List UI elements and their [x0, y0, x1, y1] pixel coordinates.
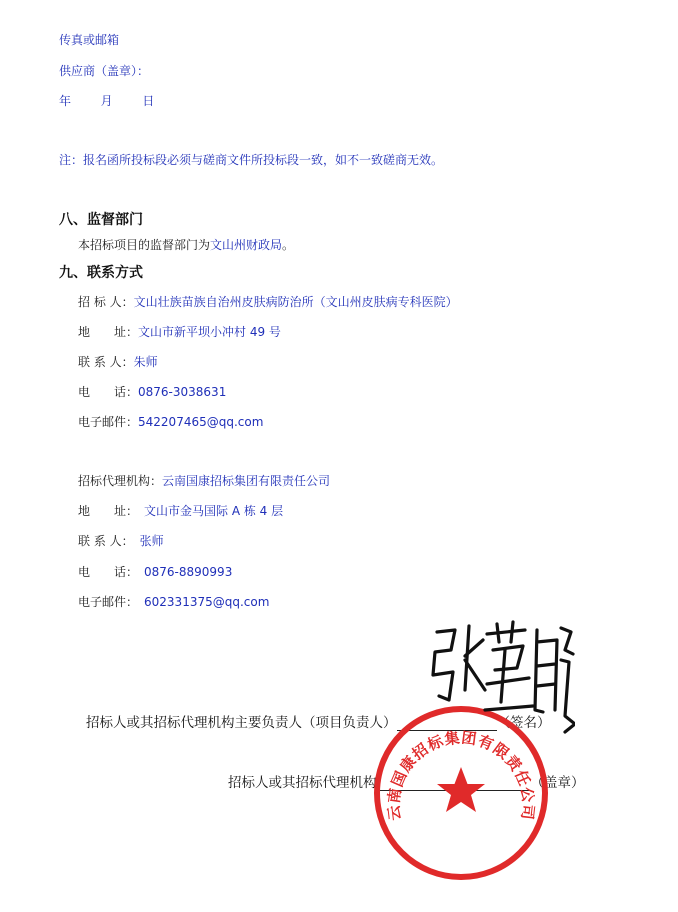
agency-address-label: 地 址： — [78, 504, 139, 518]
tenderer-phone-label: 电 话： — [78, 385, 139, 399]
tenderer-email-row — [78, 413, 263, 430]
responsible-label: 招标人或其招标代理机构主要负责人（项目负责人） — [86, 715, 397, 731]
agency-name-label: 招标代理机构： — [78, 474, 163, 488]
tenderer-phone-row — [78, 383, 226, 400]
note-text: 注：报名函所投标段必须与磋商文件所投标段一致，如不一致磋商无效。 — [59, 153, 444, 167]
tenderer-address-value: 文山市新平坝小冲村 49 号 — [138, 325, 281, 339]
date-day: 日 — [142, 94, 155, 108]
section9-heading: 九、联系方式 — [59, 265, 143, 281]
agency-email-row — [78, 593, 269, 610]
agency-phone-label: 电 话： — [78, 565, 139, 579]
org-label: 招标人或其招标代理机构 — [228, 775, 377, 791]
tenderer-name-label: 招 标 人： — [78, 295, 134, 309]
tenderer-address-row — [78, 323, 281, 340]
date-line — [59, 92, 154, 109]
supervision-text — [78, 236, 294, 253]
tenderer-name-value: 文山壮族苗族自治州皮肤病防治所（文山州皮肤病专科医院） — [133, 295, 458, 309]
agency-phone-row — [78, 563, 232, 580]
supplier-seal-label: 供应商（盖章）： — [59, 64, 150, 78]
agency-email-value: 602331375@qq.com — [144, 595, 270, 609]
seal-suffix: （盖章） — [530, 775, 585, 791]
date-month: 月 — [100, 94, 113, 108]
tenderer-contact-value: 朱师 — [133, 355, 158, 369]
fax-email-label: 传真或邮箱 — [59, 33, 120, 47]
agency-address-row — [78, 502, 283, 519]
supervision-value: 文山州财政局 — [210, 238, 283, 252]
agency-contact-value: 张师 — [139, 534, 164, 548]
agency-name-value: 云南国康招标集团有限责任公司 — [162, 474, 331, 488]
supervision-suffix: 。 — [282, 238, 295, 252]
seal-ring-text: 云南国康招标集团有限责任公司 — [384, 728, 538, 822]
agency-contact-row — [78, 532, 164, 549]
tenderer-name-row — [78, 293, 458, 310]
supervision-prefix: 本招标项目的监督部门为 — [78, 238, 211, 252]
seal-star-icon — [437, 767, 485, 812]
agency-address-value: 文山市金马国际 A 栋 4 层 — [144, 504, 284, 518]
tenderer-address-label: 地 址： — [78, 325, 139, 339]
handwritten-signature — [425, 620, 575, 740]
sign-suffix: （签名） — [496, 715, 551, 731]
section8-heading: 八、监督部门 — [59, 212, 143, 228]
tenderer-contact-row — [78, 353, 158, 370]
tenderer-phone-value: 0876-3038631 — [138, 385, 227, 399]
agency-email-label: 电子邮件： — [78, 595, 139, 609]
date-year: 年 — [59, 94, 72, 108]
tenderer-email-label: 电子邮件： — [78, 415, 139, 429]
tenderer-email-value: 542207465@qq.com — [138, 415, 264, 429]
agency-name-row — [78, 472, 330, 489]
agency-phone-value: 0876-8890993 — [144, 565, 233, 579]
agency-contact-label: 联 系 人： — [78, 534, 134, 548]
tenderer-contact-label: 联 系 人： — [78, 355, 134, 369]
